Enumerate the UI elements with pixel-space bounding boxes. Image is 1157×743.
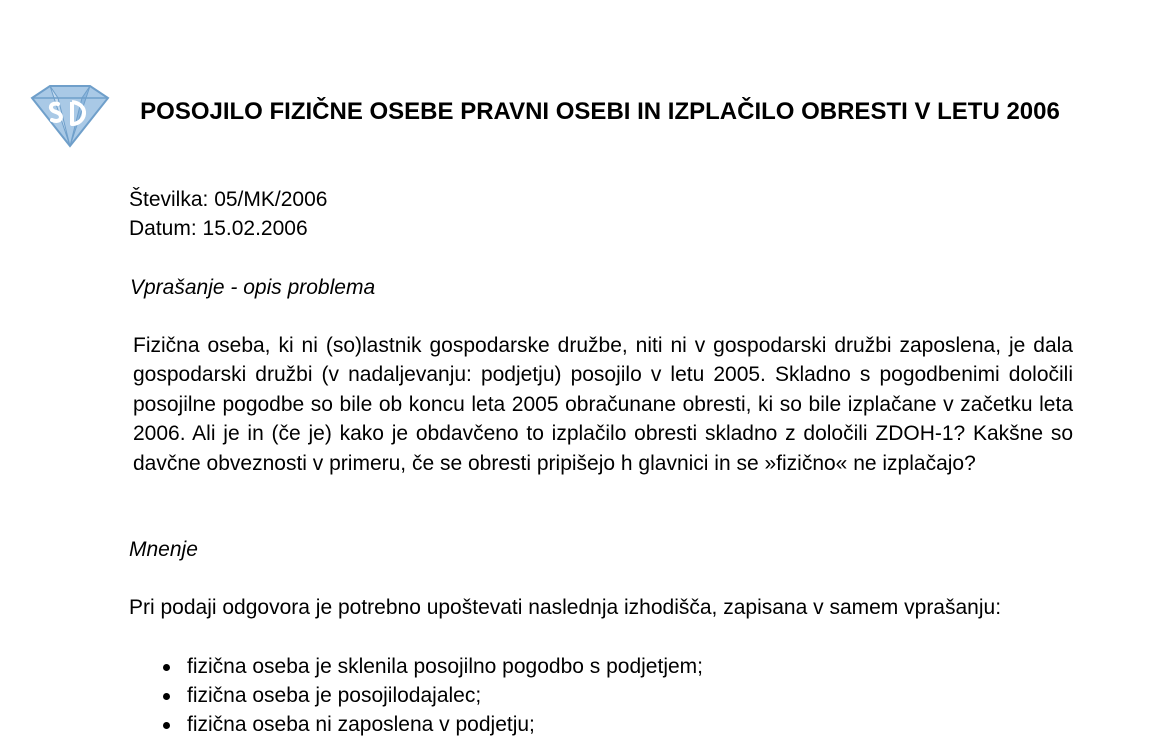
diamond-logo-icon [28,80,112,150]
list-item-text: fizična oseba je posojilodajalec; [187,684,482,707]
question-paragraph: Fizična oseba, ki ni (so)lastnik gospodarske družbe, niti ni v gospodarski družbi zaposlena, je dala gospodarski družbi (v nadaljevanju: podjetju) posojilo v letu 2005. Skladno s pogodbenimi določili posojilne pogodbe so bile ob koncu leta 2005 obračunane obresti, ki so bile izplačane v začetku leta 2006. Ali je in (če je) kako je obdavčeno to izplačilo obresti skladno z določili ZDOH-1? Kakšne so davčne obveznosti v primeru, če se obresti pripišejo h glavnici in se »fizično« ne izplačajo? [133,334,1073,475]
question-heading: Vprašanje - opis problema [130,276,376,299]
document-meta [129,185,327,243]
bullet-icon [163,693,170,700]
opinion-bullet-list [160,652,703,739]
document-title: POSOJILO FIZIČNE OSEBE PRAVNI OSEBI IN IZPLAČILO OBRESTI V LETU 2006 [140,98,1060,125]
bullet-icon [163,722,170,729]
document-number: Številka: 05/MK/2006 [129,188,328,211]
list-item-text: fizična oseba je sklenila posojilno pogodbo s podjetjem; [187,655,703,678]
list-item [160,710,703,739]
list-item [160,652,703,681]
list-item-text: fizična oseba ni zaposlena v podjetju; [187,713,535,736]
opinion-intro-paragraph: Pri podaji odgovora je potrebno upoštevati naslednja izhodišča, zapisana v samem vprašanju: [129,596,1002,619]
document-date: Datum: 15.02.2006 [129,217,308,240]
list-item [160,681,703,710]
bullet-icon [163,664,170,671]
opinion-heading: Mnenje [129,538,198,561]
